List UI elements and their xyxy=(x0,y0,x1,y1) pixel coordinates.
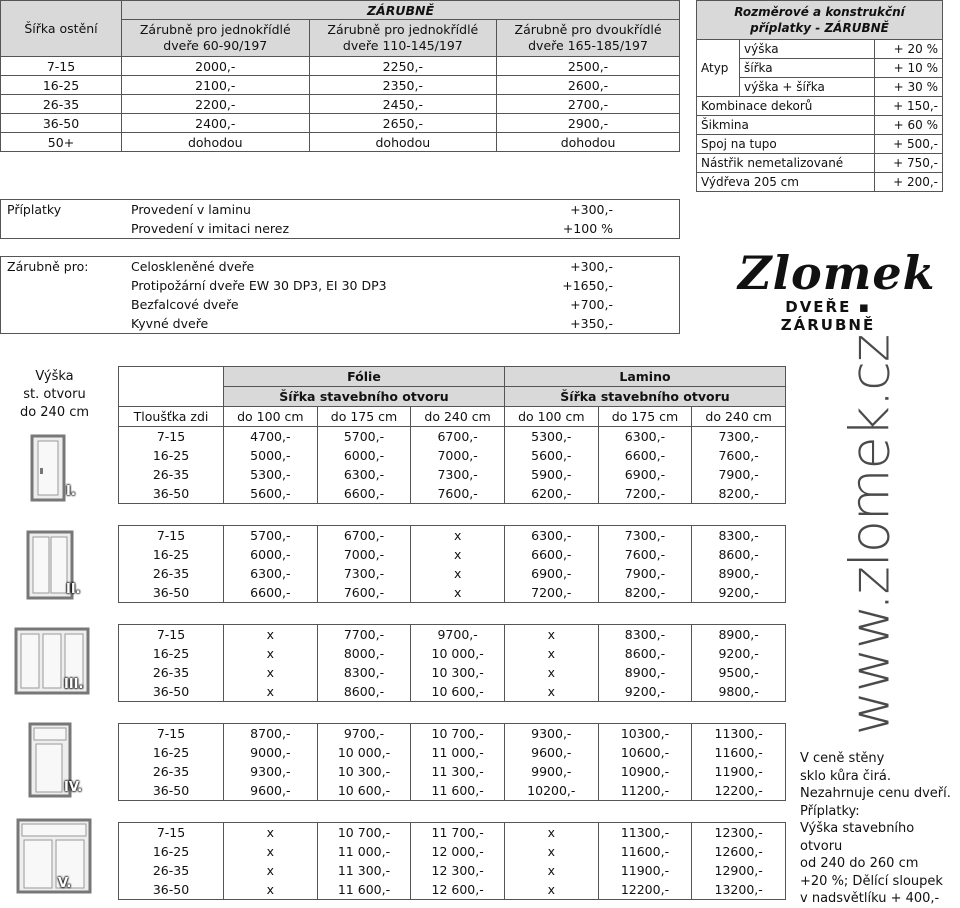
price-cell: 12200,- xyxy=(692,781,786,801)
price-cell: x xyxy=(224,682,318,702)
note-line: V ceně stěny xyxy=(800,751,885,766)
price-cell: 9900,- xyxy=(504,762,598,781)
price-cell: 10600,- xyxy=(598,743,692,762)
price-cell: 9800,- xyxy=(692,682,786,702)
price-cell: 10 000,- xyxy=(317,743,411,762)
surcharge-name: Provedení v imitaci nerez xyxy=(131,221,290,236)
price-cell: x xyxy=(224,861,318,880)
price-row xyxy=(119,724,786,744)
wall-thickness: 26-35 xyxy=(119,465,224,484)
price-row xyxy=(119,625,786,645)
price-cell: 11200,- xyxy=(598,781,692,801)
price-cell: 11 700,- xyxy=(411,823,505,843)
price-cell: 9300,- xyxy=(504,724,598,744)
price-row xyxy=(119,663,786,682)
note-line: od 240 do 260 cm xyxy=(800,856,919,871)
door-type-4-image xyxy=(18,722,88,798)
price-cell: x xyxy=(504,625,598,645)
price-cell: 10 600,- xyxy=(317,781,411,801)
surcharge-row xyxy=(1,219,680,239)
price-cell: 11 300,- xyxy=(317,861,411,880)
logo-subtitle: DVEŘE ▪ ZÁRUBNĚ xyxy=(780,298,876,334)
price-cell: x xyxy=(224,823,318,843)
price-cell: 11 300,- xyxy=(411,762,505,781)
price-cell: 11 000,- xyxy=(317,842,411,861)
price-cell: 6300,- xyxy=(504,526,598,546)
price-cell: 12600,- xyxy=(692,842,786,861)
col-width: do 100 cm xyxy=(224,407,318,427)
surcharge-name: Bezfalcové dveře xyxy=(131,297,239,312)
price-cell: 7900,- xyxy=(692,465,786,484)
price-cell: 6300,- xyxy=(317,465,411,484)
price-cell: 9500,- xyxy=(692,663,786,682)
zarubne-cell: 2600,- xyxy=(497,76,680,95)
zlomek-logo xyxy=(738,246,936,334)
box-label xyxy=(1,295,128,314)
wall-thickness: 16-25 xyxy=(119,842,224,861)
price-cell: x xyxy=(411,564,505,583)
zarubne-cell: 26-35 xyxy=(1,95,122,114)
wall-thickness: 36-50 xyxy=(119,484,224,504)
type-label: IV. xyxy=(64,780,83,795)
price-cell: 6600,- xyxy=(504,545,598,564)
price-cell: 7600,- xyxy=(411,484,505,504)
price-cell: 8200,- xyxy=(692,484,786,504)
price-table xyxy=(118,366,786,900)
price-cell: 10 700,- xyxy=(317,823,411,843)
spacer-cell xyxy=(119,801,786,823)
surcharge-name: Protipožární dveře EW 30 DP3, EI 30 DP3 xyxy=(131,278,387,293)
price-cell: 5600,- xyxy=(504,446,598,465)
price-cell: 7300,- xyxy=(317,564,411,583)
price-cell: x xyxy=(224,880,318,900)
price-cell: 9600,- xyxy=(224,781,318,801)
height-header xyxy=(3,368,106,422)
box-label xyxy=(1,314,128,334)
wall-thickness: 16-25 xyxy=(119,545,224,564)
surcharge-name: šířka xyxy=(740,59,875,78)
price-cell: 8900,- xyxy=(692,564,786,583)
price-cell: 11300,- xyxy=(692,724,786,744)
col-header-1: Zárubně pro jednokřídlé dveře 60-90/197 xyxy=(122,20,310,57)
price-cell: 8700,- xyxy=(224,724,318,744)
zarubne-cell: 2450,- xyxy=(309,95,497,114)
price-cell: 5700,- xyxy=(224,526,318,546)
surcharge-row xyxy=(1,200,680,220)
surcharge-name: Nástřik nemetalizované xyxy=(697,154,875,173)
col-header-3: Zárubně pro dvoukřídlé dveře 165-185/197 xyxy=(497,20,680,57)
surcharge-name: Spoj na tupo xyxy=(697,135,875,154)
price-cell: 13200,- xyxy=(692,880,786,900)
price-cell: x xyxy=(504,663,598,682)
price-cell: x xyxy=(504,644,598,663)
atyp-row xyxy=(697,40,943,59)
price-cell: 12 300,- xyxy=(411,861,505,880)
col-width: do 175 cm xyxy=(317,407,411,427)
wall-thickness: 36-50 xyxy=(119,682,224,702)
surcharge-value: + 30 % xyxy=(875,78,943,97)
price-cell: 8200,- xyxy=(598,583,692,603)
price-cell: 9700,- xyxy=(317,724,411,744)
zarubne-cell: 2250,- xyxy=(309,57,497,76)
wall-thickness: 36-50 xyxy=(119,880,224,900)
note-line: Nezahrnuje cenu dveří. xyxy=(800,786,951,801)
box-label xyxy=(1,276,128,295)
price-cell: 7300,- xyxy=(411,465,505,484)
price-cell: 10200,- xyxy=(504,781,598,801)
price-cell: x xyxy=(504,682,598,702)
price-cell: 10 300,- xyxy=(317,762,411,781)
group-spacer xyxy=(119,801,786,823)
spacer-cell xyxy=(119,603,786,625)
price-cell: 6300,- xyxy=(598,427,692,447)
col-width: do 240 cm xyxy=(411,407,505,427)
price-row xyxy=(119,446,786,465)
zarubne-table xyxy=(0,0,680,152)
price-row xyxy=(119,743,786,762)
price-cell: 11900,- xyxy=(692,762,786,781)
surcharge-row xyxy=(697,154,943,173)
price-cell: 8300,- xyxy=(598,625,692,645)
price-cell: 6000,- xyxy=(224,545,318,564)
price-cell: 5900,- xyxy=(504,465,598,484)
price-cell: x xyxy=(504,842,598,861)
group-spacer xyxy=(119,603,786,625)
folie-width-header: Šířka stavebního otvoru xyxy=(224,387,505,407)
group-spacer xyxy=(119,504,786,526)
zarubne-cell: 2100,- xyxy=(122,76,310,95)
surcharge-name: Kombinace dekorů xyxy=(697,97,875,116)
price-cell: 10 300,- xyxy=(411,663,505,682)
price-row xyxy=(119,583,786,603)
price-cell: 6600,- xyxy=(224,583,318,603)
price-cell: 8300,- xyxy=(317,663,411,682)
side-header: Rozměrové a konstrukční příplatky - ZÁRUBNĚ xyxy=(697,1,943,40)
surcharge-name: Provedení v laminu xyxy=(131,202,251,217)
note-line: Příplatky: xyxy=(800,803,860,819)
height-line-3: do 240 cm xyxy=(19,405,90,420)
price-row xyxy=(119,526,786,546)
surcharge-price: +300,- xyxy=(570,202,613,217)
price-cell: x xyxy=(504,861,598,880)
price-cell: 12 600,- xyxy=(411,880,505,900)
priplatky-box xyxy=(0,199,680,239)
surcharge-row xyxy=(1,314,680,334)
price-cell: 5600,- xyxy=(224,484,318,504)
surcharge-value: + 150,- xyxy=(875,97,943,116)
wall-thickness: 16-25 xyxy=(119,743,224,762)
price-row xyxy=(119,484,786,504)
price-row xyxy=(119,644,786,663)
surcharge-name: Výdřeva 205 cm xyxy=(697,173,875,192)
width-label: Šířka ostění xyxy=(1,1,122,57)
spacer-cell xyxy=(119,504,786,526)
surcharge-row xyxy=(1,257,680,277)
wall-thickness: 7-15 xyxy=(119,625,224,645)
box-label xyxy=(1,219,128,239)
price-cell: 9200,- xyxy=(692,644,786,663)
door-type-1-image xyxy=(18,432,88,502)
surcharge-row xyxy=(1,295,680,314)
surcharge-price: +300,- xyxy=(570,259,613,274)
price-cell: 10 700,- xyxy=(411,724,505,744)
surcharge-price: +1650,- xyxy=(562,278,613,293)
zarubne-cell: dohodou xyxy=(122,133,310,152)
zarubne-cell: 2700,- xyxy=(497,95,680,114)
zarubne-row xyxy=(1,114,680,133)
surcharge-row xyxy=(697,97,943,116)
price-cell: 7600,- xyxy=(692,446,786,465)
price-cell: 8000,- xyxy=(317,644,411,663)
zarubne-title: ZÁRUBNĚ xyxy=(122,1,680,20)
surcharge-price: +100 % xyxy=(562,221,613,236)
surcharge-name: Šikmina xyxy=(697,116,875,135)
price-cell: 8900,- xyxy=(598,663,692,682)
price-cell: 11 600,- xyxy=(411,781,505,801)
zarubne-cell: 16-25 xyxy=(1,76,122,95)
price-cell: 6900,- xyxy=(504,564,598,583)
surcharge-row xyxy=(697,116,943,135)
type-label: II. xyxy=(66,582,81,597)
price-cell: 9200,- xyxy=(598,682,692,702)
zarubne-cell: 50+ xyxy=(1,133,122,152)
zarubne-row xyxy=(1,133,680,152)
price-cell: 5300,- xyxy=(224,465,318,484)
wall-thickness: 7-15 xyxy=(119,427,224,447)
price-cell: 7300,- xyxy=(598,526,692,546)
lamino-width-header: Šířka stavebního otvoru xyxy=(504,387,785,407)
surcharge-value: + 10 % xyxy=(875,59,943,78)
zarubne-cell: 36-50 xyxy=(1,114,122,133)
price-row xyxy=(119,842,786,861)
wall-thickness: 16-25 xyxy=(119,644,224,663)
height-line-1: Výška xyxy=(35,369,74,384)
price-cell: 12 000,- xyxy=(411,842,505,861)
note-line: +20 %; Dělící sloupek xyxy=(800,873,943,889)
price-cell: 11900,- xyxy=(598,861,692,880)
zarubne-cell: 2500,- xyxy=(497,57,680,76)
price-cell: 6700,- xyxy=(411,427,505,447)
price-cell: 10 600,- xyxy=(411,682,505,702)
price-cell: 11 600,- xyxy=(317,880,411,900)
type-label: III. xyxy=(64,677,84,692)
wall-thickness: 7-15 xyxy=(119,526,224,546)
price-cell: 12200,- xyxy=(598,880,692,900)
wall-thickness: 36-50 xyxy=(119,781,224,801)
box-label: Příplatky xyxy=(7,202,62,217)
wall-thickness: 7-15 xyxy=(119,823,224,843)
wall-thickness: 16-25 xyxy=(119,446,224,465)
price-cell: 8300,- xyxy=(692,526,786,546)
price-cell: 5000,- xyxy=(224,446,318,465)
spacer-cell xyxy=(119,702,786,724)
wall-thickness: 26-35 xyxy=(119,762,224,781)
price-cell: 9700,- xyxy=(411,625,505,645)
door-type-5-image xyxy=(14,818,84,894)
price-cell: 11600,- xyxy=(598,842,692,861)
price-row xyxy=(119,823,786,843)
group-spacer xyxy=(119,702,786,724)
door-type-3-image xyxy=(12,625,82,697)
surcharge-name: Celoskleněné dveře xyxy=(131,259,255,274)
zarubne-cell: 2350,- xyxy=(309,76,497,95)
price-cell: 8600,- xyxy=(317,682,411,702)
surcharge-value: + 200,- xyxy=(875,173,943,192)
surcharge-price: +350,- xyxy=(570,316,613,331)
website-url xyxy=(820,334,920,736)
box-label: Zárubně pro: xyxy=(7,259,89,274)
price-cell: 6600,- xyxy=(317,484,411,504)
price-cell: 7700,- xyxy=(317,625,411,645)
surcharge-price: +700,- xyxy=(570,297,613,312)
atyp-label: Atyp xyxy=(697,40,740,97)
price-cell: 6000,- xyxy=(317,446,411,465)
price-cell: 10 000,- xyxy=(411,644,505,663)
zarubne-cell: 7-15 xyxy=(1,57,122,76)
side-surcharges-table xyxy=(696,0,943,192)
price-cell: 8600,- xyxy=(598,644,692,663)
surcharge-value: + 500,- xyxy=(875,135,943,154)
price-cell: 12900,- xyxy=(692,861,786,880)
surcharge-name: Kyvné dveře xyxy=(131,316,209,331)
price-row xyxy=(119,545,786,564)
zarubne-row xyxy=(1,57,680,76)
price-row xyxy=(119,861,786,880)
price-cell: x xyxy=(411,526,505,546)
price-cell: x xyxy=(411,583,505,603)
price-note xyxy=(800,750,960,908)
price-cell: 7600,- xyxy=(598,545,692,564)
wall-thickness-header: Tloušťka zdi xyxy=(119,407,224,427)
price-row xyxy=(119,781,786,801)
zarubne-cell: 2000,- xyxy=(122,57,310,76)
wall-thickness: 26-35 xyxy=(119,861,224,880)
wall-thickness: 26-35 xyxy=(119,663,224,682)
door-type-2-image xyxy=(18,528,88,602)
price-cell: 12300,- xyxy=(692,823,786,843)
wall-thickness: 26-35 xyxy=(119,564,224,583)
type-label: V. xyxy=(58,876,72,891)
price-cell: 8900,- xyxy=(692,625,786,645)
price-cell: 7000,- xyxy=(317,545,411,564)
zarubne-cell: 2200,- xyxy=(122,95,310,114)
zarubne-pro-box xyxy=(0,256,680,334)
lamino-header: Lamino xyxy=(504,367,785,387)
zarubne-cell: dohodou xyxy=(309,133,497,152)
price-cell: 6200,- xyxy=(504,484,598,504)
price-cell: 7600,- xyxy=(317,583,411,603)
price-cell: 7200,- xyxy=(598,484,692,504)
price-cell: 4700,- xyxy=(224,427,318,447)
price-cell: 8600,- xyxy=(692,545,786,564)
price-row xyxy=(119,564,786,583)
col-width: do 100 cm xyxy=(504,407,598,427)
zarubne-cell: 2650,- xyxy=(309,114,497,133)
price-cell: 6700,- xyxy=(317,526,411,546)
surcharge-name: výška xyxy=(740,40,875,59)
zarubne-cell: 2400,- xyxy=(122,114,310,133)
logo-script: Zlomek xyxy=(738,246,936,300)
price-cell: 6300,- xyxy=(224,564,318,583)
price-cell: 11600,- xyxy=(692,743,786,762)
price-cell: 5700,- xyxy=(317,427,411,447)
price-cell: 10900,- xyxy=(598,762,692,781)
price-row xyxy=(119,762,786,781)
type-label: I. xyxy=(66,484,76,499)
price-cell: x xyxy=(224,663,318,682)
price-cell: 10300,- xyxy=(598,724,692,744)
surcharge-value: + 60 % xyxy=(875,116,943,135)
price-cell: 5300,- xyxy=(504,427,598,447)
wall-thickness: 7-15 xyxy=(119,724,224,744)
zarubne-row xyxy=(1,95,680,114)
surcharge-value: + 750,- xyxy=(875,154,943,173)
zarubne-cell: 2900,- xyxy=(497,114,680,133)
price-cell: 7000,- xyxy=(411,446,505,465)
price-cell: x xyxy=(411,545,505,564)
price-cell: x xyxy=(224,842,318,861)
col-width: do 240 cm xyxy=(692,407,786,427)
price-cell: x xyxy=(504,823,598,843)
price-cell: x xyxy=(224,644,318,663)
website-text: www.zlomek.cz xyxy=(838,334,902,736)
price-cell: 11 000,- xyxy=(411,743,505,762)
folie-header: Fólie xyxy=(224,367,505,387)
price-cell: x xyxy=(224,625,318,645)
price-cell: 7900,- xyxy=(598,564,692,583)
price-cell: 6600,- xyxy=(598,446,692,465)
price-cell: 7300,- xyxy=(692,427,786,447)
price-row xyxy=(119,682,786,702)
price-row xyxy=(119,427,786,447)
price-cell: 9600,- xyxy=(504,743,598,762)
surcharge-name: výška + šířka xyxy=(740,78,875,97)
note-line: Výška stavebního otvoru xyxy=(800,821,915,854)
price-cell: 7200,- xyxy=(504,583,598,603)
price-cell: 9000,- xyxy=(224,743,318,762)
price-cell: 9300,- xyxy=(224,762,318,781)
price-cell: 9200,- xyxy=(692,583,786,603)
price-row xyxy=(119,465,786,484)
wall-thickness: 36-50 xyxy=(119,583,224,603)
surcharge-row xyxy=(697,173,943,192)
surcharge-row xyxy=(697,135,943,154)
col-width: do 175 cm xyxy=(598,407,692,427)
surcharge-value: + 20 % xyxy=(875,40,943,59)
zarubne-cell: dohodou xyxy=(497,133,680,152)
height-line-2: st. otvoru xyxy=(23,387,86,402)
note-line: sklo kůra čirá. xyxy=(800,768,892,784)
col-header-2: Zárubně pro jednokřídlé dveře 110-145/197 xyxy=(309,20,497,57)
price-cell: x xyxy=(504,880,598,900)
price-cell: 6900,- xyxy=(598,465,692,484)
note-line: v nadsvětlíku + 400,- xyxy=(800,891,940,906)
price-cell: 11300,- xyxy=(598,823,692,843)
zarubne-row xyxy=(1,76,680,95)
surcharge-row xyxy=(1,276,680,295)
